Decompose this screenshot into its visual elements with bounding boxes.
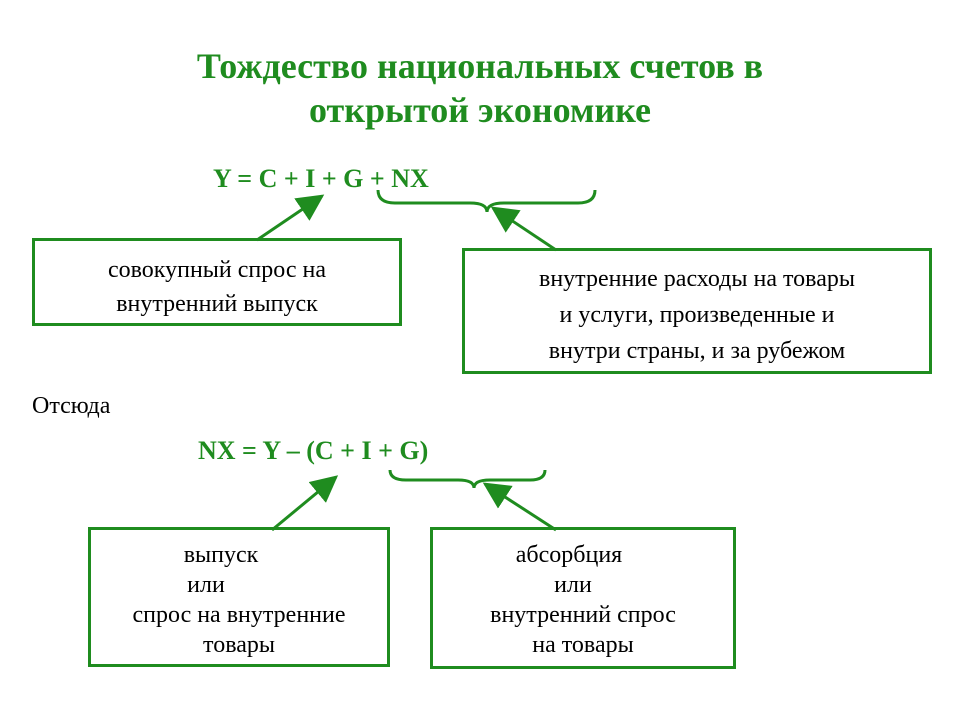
output-line-4: товары	[203, 632, 275, 658]
output-line-3: спрос на внутренние	[132, 602, 346, 628]
domestic-spending-line-3: внутри страны, и за рубежом	[548, 338, 846, 364]
absorption-line-4: на товары	[532, 632, 634, 658]
brace-bottom	[390, 470, 545, 488]
domestic-spending-line-2: и услуги, произведенные и	[559, 302, 835, 328]
output-line-2: или	[187, 572, 225, 598]
absorption-line-2: или	[554, 572, 592, 598]
slide-title-line-1: Тождество национальных счетов в	[196, 46, 764, 86]
formula-net-exports: NX = Y – (C + I + G)	[198, 436, 429, 465]
domestic-spending-line-1: внутренние расходы на товары	[539, 266, 855, 292]
arrow-aggregate-demand	[257, 196, 322, 240]
absorption-line-3: внутренний спрос	[490, 602, 676, 628]
aggregate-demand-line-2: внутренний выпуск	[116, 291, 318, 317]
arrow-absorption	[485, 484, 556, 530]
output-line-1: выпуск	[183, 542, 259, 568]
hence-label: Отсюда	[32, 393, 111, 419]
arrow-output	[272, 477, 336, 530]
slide-title-line-2: открытой экономике	[309, 90, 651, 130]
arrow-domestic-spending	[493, 208, 556, 250]
absorption-box	[430, 527, 736, 669]
aggregate-demand-box	[32, 238, 402, 326]
formula-identity: Y = C + I + G + NX	[213, 164, 429, 193]
aggregate-demand-line-1: совокупный спрос на	[107, 257, 327, 283]
absorption-line-1: абсорбция	[515, 542, 623, 568]
output-box	[88, 527, 390, 667]
domestic-spending-box	[462, 248, 932, 374]
